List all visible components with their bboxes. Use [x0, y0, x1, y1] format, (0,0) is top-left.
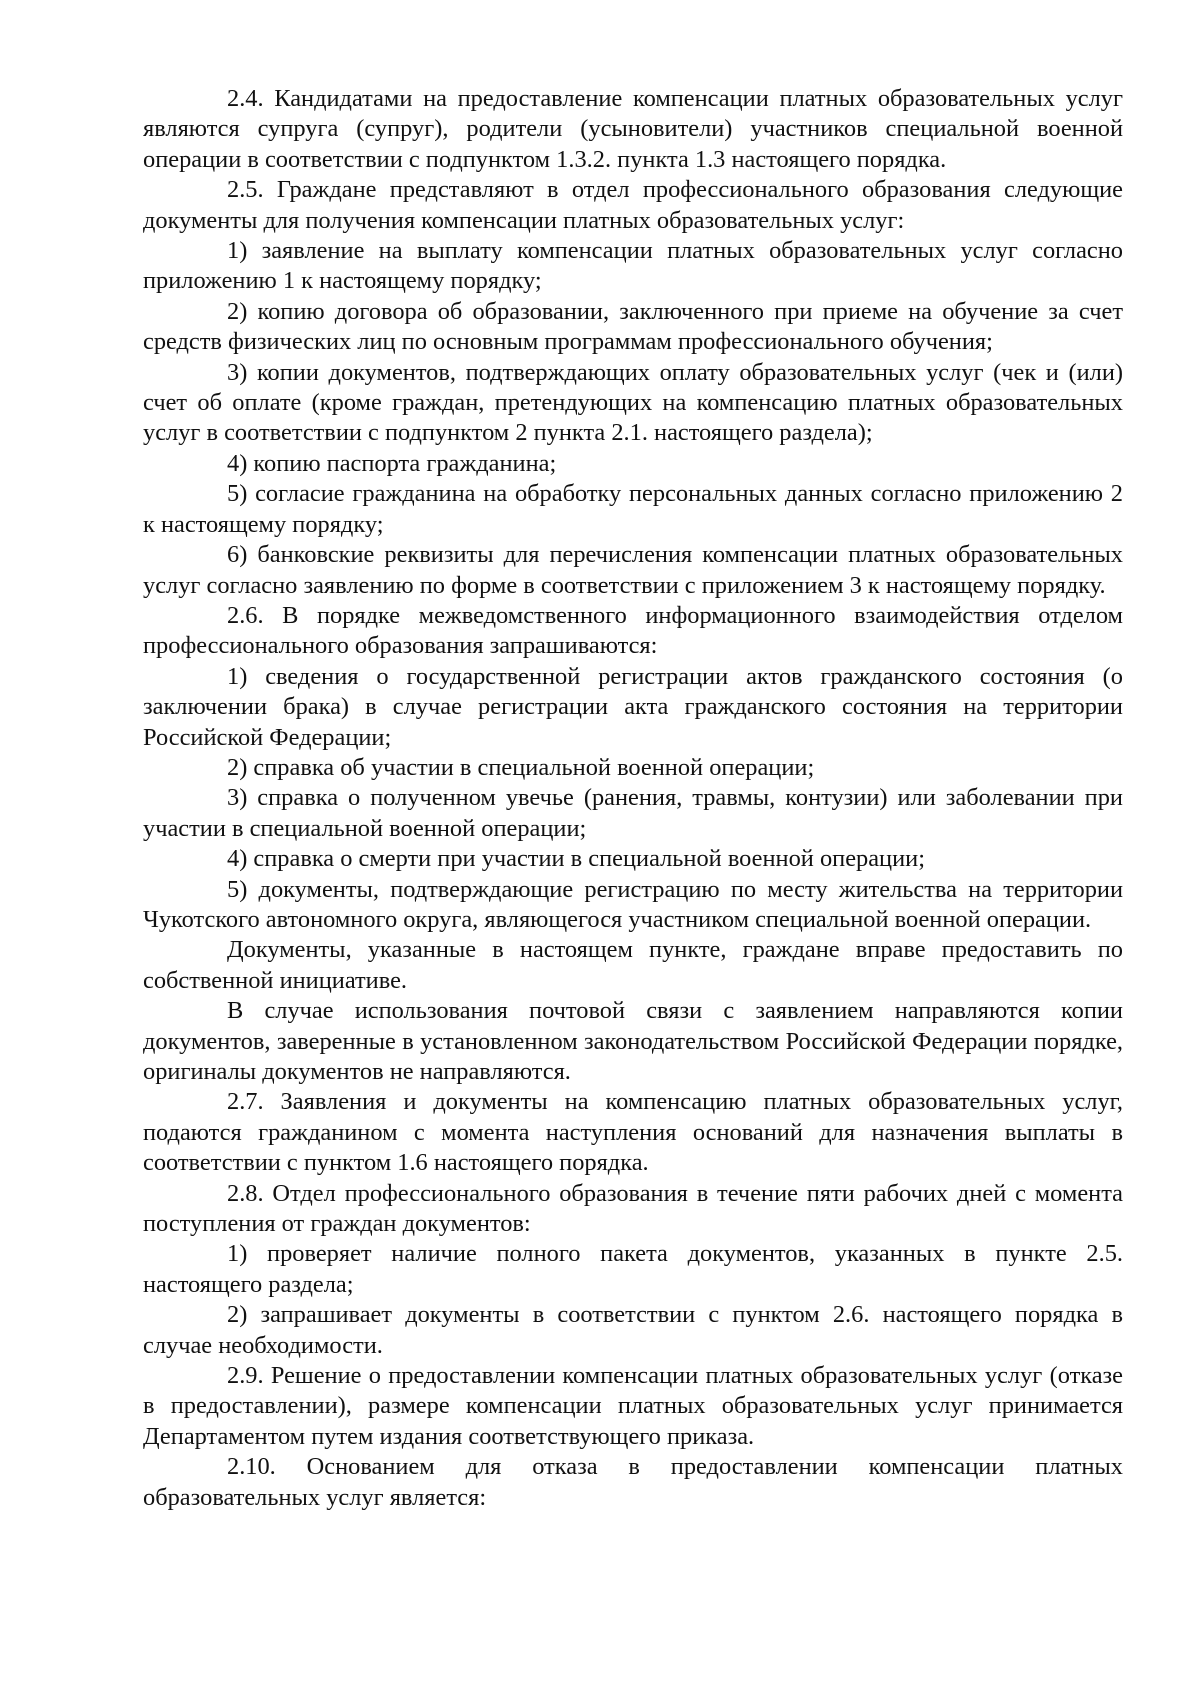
paragraph-2-6-item-4: 4) справка о смерти при участии в специальной военной операции;: [227, 845, 925, 873]
paragraph-2-6-note: Документы, указанные в настоящем пункте, граждане вправе предоставить по собственной инициативе.: [143, 936, 1123, 994]
paragraph-2-5-item-3: 3) копии документов, подтверждающих оплату образовательных услуг (чек и (или) счет об оплате (кроме граждан, претендующих на компенсацию платных образовательных услуг в соответствии с подпунктом 2 пункта 2.1. настоящего раздела);: [143, 358, 1123, 447]
paragraph-2-5-item-1: 1) заявление на выплату компенсации платных образовательных услуг согласно приложению 1 к настоящему порядку;: [143, 237, 1123, 295]
paragraph-2-8-item-1: 1) проверяет наличие полного пакета документов, указанных в пункте 2.5. настоящего раздела;: [143, 1240, 1123, 1298]
paragraph-2-7: 2.7. Заявления и документы на компенсацию платных образовательных услуг, подаются гражданином с момента наступления оснований для назначения выплаты в соответствии с пунктом 1.6 настоящего порядка.: [143, 1088, 1123, 1177]
paragraph-2-6-item-1: 1) сведения о государственной регистрации актов гражданского состояния (о заключении брака) в случае регистрации акта гражданского состояния на территории Российской Федерации;: [143, 662, 1123, 751]
document-body: [143, 84, 1123, 1513]
paragraph-2-5-item-5: 5) согласие гражданина на обработку персональных данных согласно приложению 2 к настоящему порядку;: [143, 480, 1123, 538]
paragraph-2-5: 2.5. Граждане представляют в отдел профессионального образования следующие документы для получения компенсации платных образовательных услуг:: [143, 176, 1123, 234]
paragraph-2-9: 2.9. Решение о предоставлении компенсации платных образовательных услуг (отказе в предоставлении), размере компенсации платных образовательных услуг принимается Департаментом путем издания соответствующего приказа.: [143, 1362, 1123, 1450]
paragraph-2-6-item-2: 2) справка об участии в специальной военной операции;: [227, 753, 815, 781]
paragraph-2-4: 2.4. Кандидатами на предоставление компенсации платных образовательных услуг являются супруга (супруг), родители (усыновители) участников специальной военной операции в соответствии с подпунктом 1.3.2. пункта 1.3 настоящего порядка.: [143, 85, 1123, 173]
paragraph-2-8: 2.8. Отдел профессионального образования в течение пяти рабочих дней с момента поступления от граждан документов:: [143, 1179, 1123, 1238]
paragraph-2-5-item-6: 6) банковские реквизиты для перечисления компенсации платных образовательных услуг согласно заявлению по форме в соответствии с приложением 3 к настоящему порядку.: [143, 541, 1123, 599]
paragraph-2-5-item-4: 4) копию паспорта гражданина;: [227, 449, 557, 477]
paragraph-2-8-item-2: 2) запрашивает документы в соответствии с пунктом 2.6. настоящего порядка в случае необходимости.: [143, 1301, 1123, 1359]
paragraph-2-10: 2.10. Основанием для отказа в предоставлении компенсации платных образовательных услуг является:: [143, 1453, 1123, 1511]
paragraph-2-6: 2.6. В порядке межведомственного информационного взаимодействия отделом профессионального образования запрашиваются:: [143, 601, 1123, 660]
paragraph-2-5-item-2: 2) копию договора об образовании, заключенного при приеме на обучение за счет средств физических лиц по основным программам профессионального обучения;: [143, 297, 1123, 356]
paragraph-2-6-item-3: 3) справка о полученном увечье (ранения, травмы, контузии) или заболевании при участии в специальной военной операции;: [143, 784, 1123, 842]
paragraph-2-6-item-5: 5) документы, подтверждающие регистрацию по месту жительства на территории Чукотского автономного округа, являющегося участником специальной военной операции.: [143, 875, 1123, 933]
paragraph-2-6-postal: В случае использования почтовой связи с заявлением направляются копии документов, заверенные в установленном законодательством Российской Федерации порядке, оригиналы документов не направляются.: [143, 997, 1123, 1085]
